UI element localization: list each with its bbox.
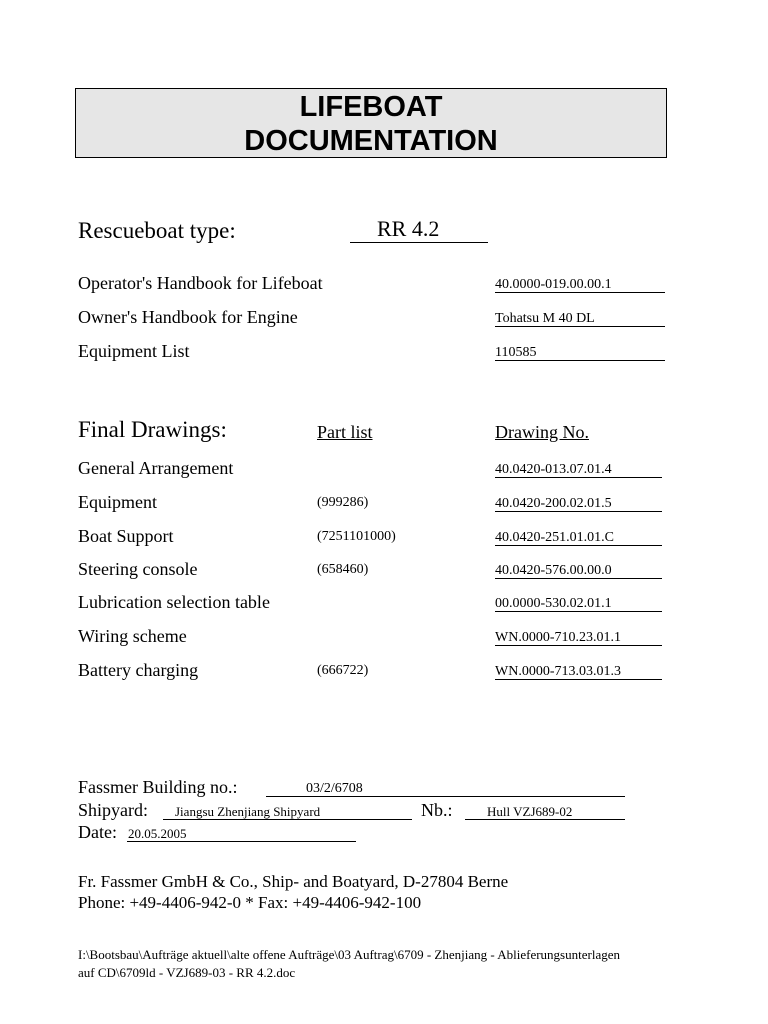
company-line-2: Phone: +49-4406-942-0 * Fax: +49-4406-942-100	[78, 893, 422, 912]
title-line-2: DOCUMENTATION	[244, 125, 498, 157]
nb-label: Nb.:	[421, 800, 453, 820]
handbook-label-0: Operator's Handbook for Lifeboat	[78, 273, 323, 293]
handbook-label-1: Owner's Handbook for Engine	[78, 307, 298, 327]
col-partlist: Part list	[317, 422, 373, 442]
date-label: Date:	[78, 822, 117, 842]
handbook-value-0: 40.0000-019.00.00.1	[495, 276, 665, 293]
rescueboat-value: RR 4.2	[350, 217, 488, 243]
drawing-part-2: (7251101000)	[317, 529, 396, 544]
drawing-part-6: (666722)	[317, 663, 369, 678]
title-line-1: LIFEBOAT	[299, 91, 443, 123]
building-value: 03/2/6708	[266, 780, 625, 797]
drawing-no-0: 40.0420-013.07.01.4	[495, 461, 662, 478]
drawings-heading: Final Drawings:	[78, 417, 227, 442]
drawing-name-0: General Arrangement	[78, 458, 234, 478]
handbook-value-1: Tohatsu M 40 DL	[495, 310, 665, 327]
drawing-name-1: Equipment	[78, 492, 157, 512]
building-label: Fassmer Building no.:	[78, 777, 238, 797]
nb-value: Hull VZJ689-02	[465, 803, 625, 820]
drawing-name-2: Boat Support	[78, 526, 174, 546]
drawing-no-5: WN.0000-710.23.01.1	[495, 629, 662, 646]
drawing-no-6: WN.0000-713.03.01.3	[495, 663, 662, 680]
shipyard-value: Jiangsu Zhenjiang Shipyard	[163, 803, 412, 820]
date-value: 20.05.2005	[127, 825, 356, 842]
file-path-line-2: auf CD\6709ld - VZJ689-03 - RR 4.2.doc	[78, 965, 296, 980]
shipyard-label: Shipyard:	[78, 800, 148, 820]
drawing-no-4: 00.0000-530.02.01.1	[495, 595, 662, 612]
drawing-name-3: Steering console	[78, 559, 198, 579]
company-line-1: Fr. Fassmer GmbH & Co., Ship- and Boatyard, D-27804 Berne	[78, 872, 509, 891]
drawing-name-6: Battery charging	[78, 660, 199, 680]
drawing-no-1: 40.0420-200.02.01.5	[495, 495, 662, 512]
drawing-part-3: (658460)	[317, 562, 369, 577]
rescueboat-label: Rescueboat type:	[78, 218, 236, 243]
drawing-no-2: 40.0420-251.01.01.C	[495, 529, 662, 546]
file-path-line-1: I:\Bootsbau\Aufträge aktuell\alte offene Aufträge\03 Auftrag\6709 - Zhenjiang - Ablieferungsunterlagen	[78, 947, 620, 962]
drawing-no-3: 40.0420-576.00.00.0	[495, 562, 662, 579]
handbook-value-2: 110585	[495, 344, 665, 361]
drawing-part-1: (999286)	[317, 495, 369, 510]
title-box	[75, 88, 667, 158]
col-drawing-no: Drawing No.	[495, 422, 589, 442]
drawing-name-4: Lubrication selection table	[78, 592, 270, 612]
handbook-label-2: Equipment List	[78, 341, 190, 361]
drawing-name-5: Wiring scheme	[78, 626, 187, 646]
